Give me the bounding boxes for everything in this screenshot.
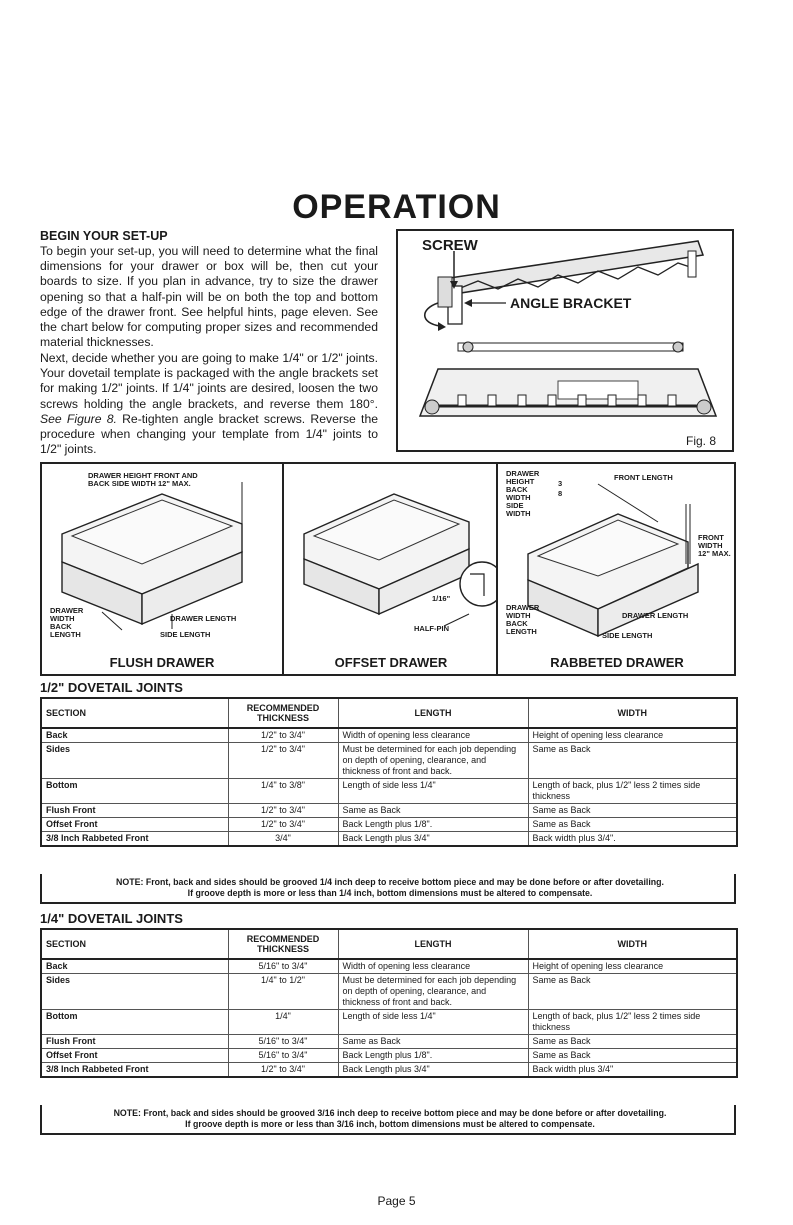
cell-width: Back width plus 3/4". [528,832,737,847]
cell-width: Same as Back [528,974,737,1010]
cell-section: Back [41,959,228,974]
cell-length: Back Length plus 3/4" [338,832,528,847]
flush-drawer-panel [42,464,282,674]
cell-thickness: 1/2" to 3/4" [228,1063,338,1078]
quarter-inch-note-line-1: NOTE: Front, back and sides should be grooved 3/16 inch deep to receive bottom piece and may be done before or after dovetailing. [113,1108,667,1118]
cell-section: Sides [41,974,228,1010]
column-header-thickness: RECOMMENDED THICKNESS [228,929,338,959]
cell-width: Back width plus 3/4" [528,1063,737,1078]
column-header-section: SECTION [41,698,228,728]
cell-section: 3/8 Inch Rabbeted Front [41,1063,228,1078]
cell-thickness: 1/4" to 3/8" [228,779,338,804]
table-row [41,1063,737,1078]
cell-section: Sides [41,743,228,779]
page-number: Page 5 [377,1194,416,1208]
cell-width: Height of opening less clearance [528,959,737,974]
cell-length: Same as Back [338,1035,528,1049]
table-row [41,832,737,847]
drawer-types-figure [40,462,736,676]
cell-section: Flush Front [41,804,228,818]
table-row [41,779,737,804]
cell-thickness: 1/4" [228,1010,338,1035]
column-header-length: LENGTH [338,929,528,959]
paragraph-2-text-a: Next, decide whether you are going to make 1/4" or 1/2" joints. Your dovetail template is packaged with the angle brackets set for making 1/2" joints. If 1/4" joints are desired, loosen the two screws holding the angle brackets, and reverse them 180°. [40,351,378,411]
rabbeted-side-label: SIDE LENGTH [602,631,653,640]
screw-label: SCREW [422,237,478,254]
offset-drawer-illustration [284,464,498,644]
cell-thickness: 1/2" to 3/4" [228,804,338,818]
flush-width-label: DRAWER WIDTH BACK LENGTH [50,606,84,639]
column-header-length: LENGTH [338,698,528,728]
half-inch-note-line-1: NOTE: Front, back and sides should be grooved 1/4 inch deep to receive bottom piece and may be done before or after dovetailing. [116,877,664,887]
column-header-width: WIDTH [528,698,737,728]
table-row [41,974,737,1010]
offset-drawer-panel [282,464,498,674]
setup-paragraph-2 [40,351,378,457]
table-row [41,959,737,974]
cell-thickness: 1/2" to 3/4" [228,818,338,832]
angle-bracket-label: ANGLE BRACKET [510,295,632,311]
quarter-inch-note-line-2: If groove depth is more or less than 3/16 inch, bottom dimensions must be altered to compensate. [185,1119,595,1129]
cell-thickness: 5/16" to 3/4" [228,1035,338,1049]
rabbeted-drawer-title: RABBETED DRAWER [550,655,684,670]
cell-thickness: 5/16" to 3/4" [228,1049,338,1063]
cell-width: Same as Back [528,1035,737,1049]
paragraph-2-text-b: Re-tighten angle bracket screws. Reverse the procedure when changing your template from 1/4" joints to 1/2" joints. [40,411,378,457]
table-row [41,1049,737,1063]
table-row [41,804,737,818]
cell-section: Bottom [41,779,228,804]
offset-fraction-label: 1/16" [432,594,451,603]
half-inch-note [40,874,736,904]
rabbeted-drawer-panel [496,464,736,674]
quarter-inch-heading: 1/4" DOVETAIL JOINTS [40,911,183,926]
cell-section: Back [41,728,228,743]
table-row [41,818,737,832]
table-row [41,743,737,779]
cell-width: Height of opening less clearance [528,728,737,743]
table-row [41,1010,737,1035]
rabbeted-fraction-3: 3 [558,479,563,488]
figure-8 [396,229,734,452]
half-inch-table [40,697,738,847]
table-row [41,728,737,743]
half-inch-heading: 1/2" DOVETAIL JOINTS [40,680,183,695]
cell-thickness: 1/4" to 1/2" [228,974,338,1010]
setup-paragraph-1: To begin your set-up, you will need to determine what the final dimensions for your drawer or box will be, then cut your boards to size. If you plan in advance, try to size the drawer opening so that a half-pin will be on both the top and bottom edge of the drawer front. See helpful hints, page eleven. See the chart below for computing proper sizes and recommended material thicknesses. [40,244,378,350]
cell-length: Same as Back [338,804,528,818]
flush-drawer-title: FLUSH DRAWER [109,655,215,670]
page-title: OPERATION [292,188,501,226]
cell-length: Width of opening less clearance [338,728,528,743]
cell-length: Must be determined for each job depending on depth of opening, clearance, and thickness of front and back. [338,974,528,1010]
column-header-section: SECTION [41,929,228,959]
cell-section: Bottom [41,1010,228,1035]
cell-width: Same as Back [528,804,737,818]
cell-width: Same as Back [528,1049,737,1063]
cell-thickness: 5/16" to 3/4" [228,959,338,974]
cell-length: Back Length plus 1/8". [338,818,528,832]
cell-width: Length of back, plus 1/2" less 2 times side thickness [528,779,737,804]
cell-length: Width of opening less clearance [338,959,528,974]
flush-side-label: SIDE LENGTH [160,630,211,639]
cell-length: Back Length plus 1/8". [338,1049,528,1063]
offset-halfpin-label: HALF-PIN [414,624,449,633]
cell-length: Must be determined for each job depending on depth of opening, clearance, and thickness of front and back. [338,743,528,779]
flush-height-note: DRAWER HEIGHT FRONT AND BACK SIDE WIDTH 12" MAX. [88,471,198,488]
cell-width: Same as Back [528,818,737,832]
template-bracket-illustration [398,231,732,450]
cell-section: Offset Front [41,818,228,832]
rabbeted-fraction-8: 8 [558,489,563,498]
rabbeted-front-width: FRONT WIDTH 12" MAX. [698,533,731,558]
cell-length: Back Length plus 3/4" [338,1063,528,1078]
cell-width: Same as Back [528,743,737,779]
rabbeted-front-length: FRONT LENGTH [614,473,673,482]
column-header-thickness: RECOMMENDED THICKNESS [228,698,338,728]
cell-section: Flush Front [41,1035,228,1049]
setup-heading: BEGIN YOUR SET-UP [40,229,168,243]
flush-length-label: DRAWER LENGTH [170,614,237,623]
cell-thickness: 1/2" to 3/4" [228,743,338,779]
cell-length: Length of side less 1/4" [338,779,528,804]
offset-drawer-title: OFFSET DRAWER [334,655,448,670]
rabbeted-length-label: DRAWER LENGTH [622,611,689,620]
table-row [41,1035,737,1049]
figure-reference: See Figure 8. [40,411,117,426]
half-inch-note-line-2: If groove depth is more or less than 1/4 inch, bottom dimensions must be altered to compensate. [187,888,593,898]
rabbeted-height-label: DRAWER HEIGHT BACK WIDTH SIDE WIDTH [506,469,540,518]
column-header-width: WIDTH [528,929,737,959]
quarter-inch-note [40,1105,736,1135]
cell-thickness: 1/2" to 3/4" [228,728,338,743]
cell-length: Length of side less 1/4" [338,1010,528,1035]
cell-section: 3/8 Inch Rabbeted Front [41,832,228,847]
cell-section: Offset Front [41,1049,228,1063]
cell-thickness: 3/4" [228,832,338,847]
rabbeted-width-label: DRAWER WIDTH BACK LENGTH [506,603,540,636]
quarter-inch-table [40,928,738,1078]
figure-caption: Fig. 8 [685,434,716,448]
cell-width: Length of back, plus 1/2" less 2 times side thickness [528,1010,737,1035]
